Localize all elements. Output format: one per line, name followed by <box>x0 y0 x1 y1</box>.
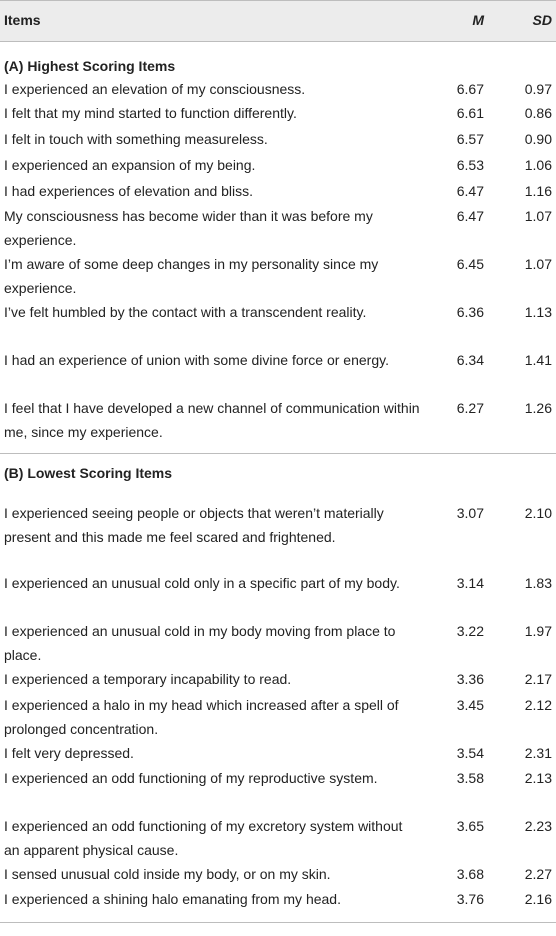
sd-value: 2.23 <box>524 818 552 834</box>
section-title: (A) Highest Scoring Items <box>4 58 176 74</box>
sd-value: 2.27 <box>524 866 552 882</box>
table-row <box>0 252 556 300</box>
section-title: (B) Lowest Scoring Items <box>4 465 173 481</box>
sd-value: 2.17 <box>524 671 552 687</box>
item-text: I experienced an unusual cold only in a specific part of my body. <box>4 575 400 591</box>
item-text: I experienced an expansion of my being. <box>4 157 256 173</box>
mean-value: 3.76 <box>456 891 484 907</box>
sd-value: 2.16 <box>524 891 552 907</box>
table-row <box>0 300 556 348</box>
sd-value: 1.97 <box>524 623 552 639</box>
mean-value: 6.27 <box>456 400 484 416</box>
item-text: I’m aware of some deep changes in my personality since my experience. <box>4 256 379 296</box>
mean-value: 3.58 <box>456 770 484 786</box>
item-text: I sensed unusual cold inside my body, or on my skin. <box>4 866 331 882</box>
table-row <box>0 692 556 741</box>
item-text: I experienced a temporary incapability to read. <box>4 671 292 687</box>
sd-value: 2.10 <box>524 505 552 521</box>
sd-value: 1.13 <box>524 304 552 320</box>
item-text: My consciousness has become wider than it was before my experience. <box>4 208 373 248</box>
mean-value: 3.14 <box>456 575 484 591</box>
table-header <box>0 0 556 42</box>
sd-value: 0.90 <box>524 131 552 147</box>
table-row <box>0 204 556 252</box>
mean-value: 3.36 <box>456 671 484 687</box>
mean-value: 6.53 <box>456 157 484 173</box>
item-text: I experienced an odd functioning of my excretory system without an apparent physical cause. <box>4 818 403 858</box>
table-row <box>0 396 556 453</box>
table-row <box>0 814 556 862</box>
header-mean: M <box>472 12 484 28</box>
section-a-header <box>0 42 556 75</box>
sd-value: 0.86 <box>524 105 552 121</box>
item-text: I experienced a halo in my head which increased after a spell of prolonged concentration. <box>4 697 399 737</box>
mean-value: 6.61 <box>456 105 484 121</box>
sd-value: 1.16 <box>524 183 552 199</box>
section-b-header <box>0 453 556 501</box>
sd-value: 2.13 <box>524 770 552 786</box>
item-text: I felt very depressed. <box>4 745 134 761</box>
mean-value: 3.54 <box>456 745 484 761</box>
mean-value: 3.07 <box>456 505 484 521</box>
header-items: Items <box>4 12 41 28</box>
item-text: I experienced a shining halo emanating from my head. <box>4 891 341 907</box>
item-text: I experienced an unusual cold in my body moving from place to place. <box>4 623 396 663</box>
item-text: I had experiences of elevation and bliss. <box>4 183 254 199</box>
sd-value: 1.06 <box>524 157 552 173</box>
table-row <box>0 741 556 766</box>
mean-value: 6.45 <box>456 256 484 272</box>
table-row <box>0 152 556 178</box>
sd-value: 2.12 <box>524 697 552 713</box>
mean-value: 3.68 <box>456 866 484 882</box>
sd-value: 1.41 <box>524 352 552 368</box>
mean-value: 3.65 <box>456 818 484 834</box>
item-text: I experienced seeing people or objects that weren’t materially present and this made me feel scared and frightened. <box>4 505 384 545</box>
table-row <box>0 887 556 923</box>
table-row <box>0 619 556 667</box>
table-row <box>0 348 556 396</box>
mean-value: 6.47 <box>456 183 484 199</box>
mean-value: 3.45 <box>456 697 484 713</box>
mean-value: 6.34 <box>456 352 484 368</box>
item-text: I had an experience of union with some divine force or energy. <box>4 352 389 368</box>
item-text: I felt in touch with something measureless. <box>4 131 268 147</box>
table-row <box>0 75 556 100</box>
table-row <box>0 501 556 571</box>
table-row <box>0 667 556 692</box>
item-text: I’ve felt humbled by the contact with a transcendent reality. <box>4 304 367 320</box>
item-text: I felt that my mind started to function differently. <box>4 105 297 121</box>
item-text: I experienced an odd functioning of my reproductive system. <box>4 770 378 786</box>
sd-value: 2.31 <box>524 745 552 761</box>
header-sd: SD <box>532 12 552 28</box>
sd-value: 1.26 <box>524 400 552 416</box>
mean-value: 6.57 <box>456 131 484 147</box>
table-row <box>0 100 556 126</box>
table-row <box>0 862 556 887</box>
table-row <box>0 178 556 204</box>
item-text: I feel that I have developed a new channel of communication within me, since my experience. <box>4 400 420 440</box>
sd-value: 1.07 <box>524 256 552 272</box>
item-text: I experienced an elevation of my consciousness. <box>4 81 306 97</box>
mean-value: 6.67 <box>456 81 484 97</box>
mean-value: 6.36 <box>456 304 484 320</box>
table-row <box>0 571 556 619</box>
sd-value: 1.83 <box>524 575 552 591</box>
table-row <box>0 766 556 814</box>
sd-value: 0.97 <box>524 81 552 97</box>
sd-value: 1.07 <box>524 208 552 224</box>
table-row <box>0 126 556 152</box>
mean-value: 6.47 <box>456 208 484 224</box>
mean-value: 3.22 <box>456 623 484 639</box>
